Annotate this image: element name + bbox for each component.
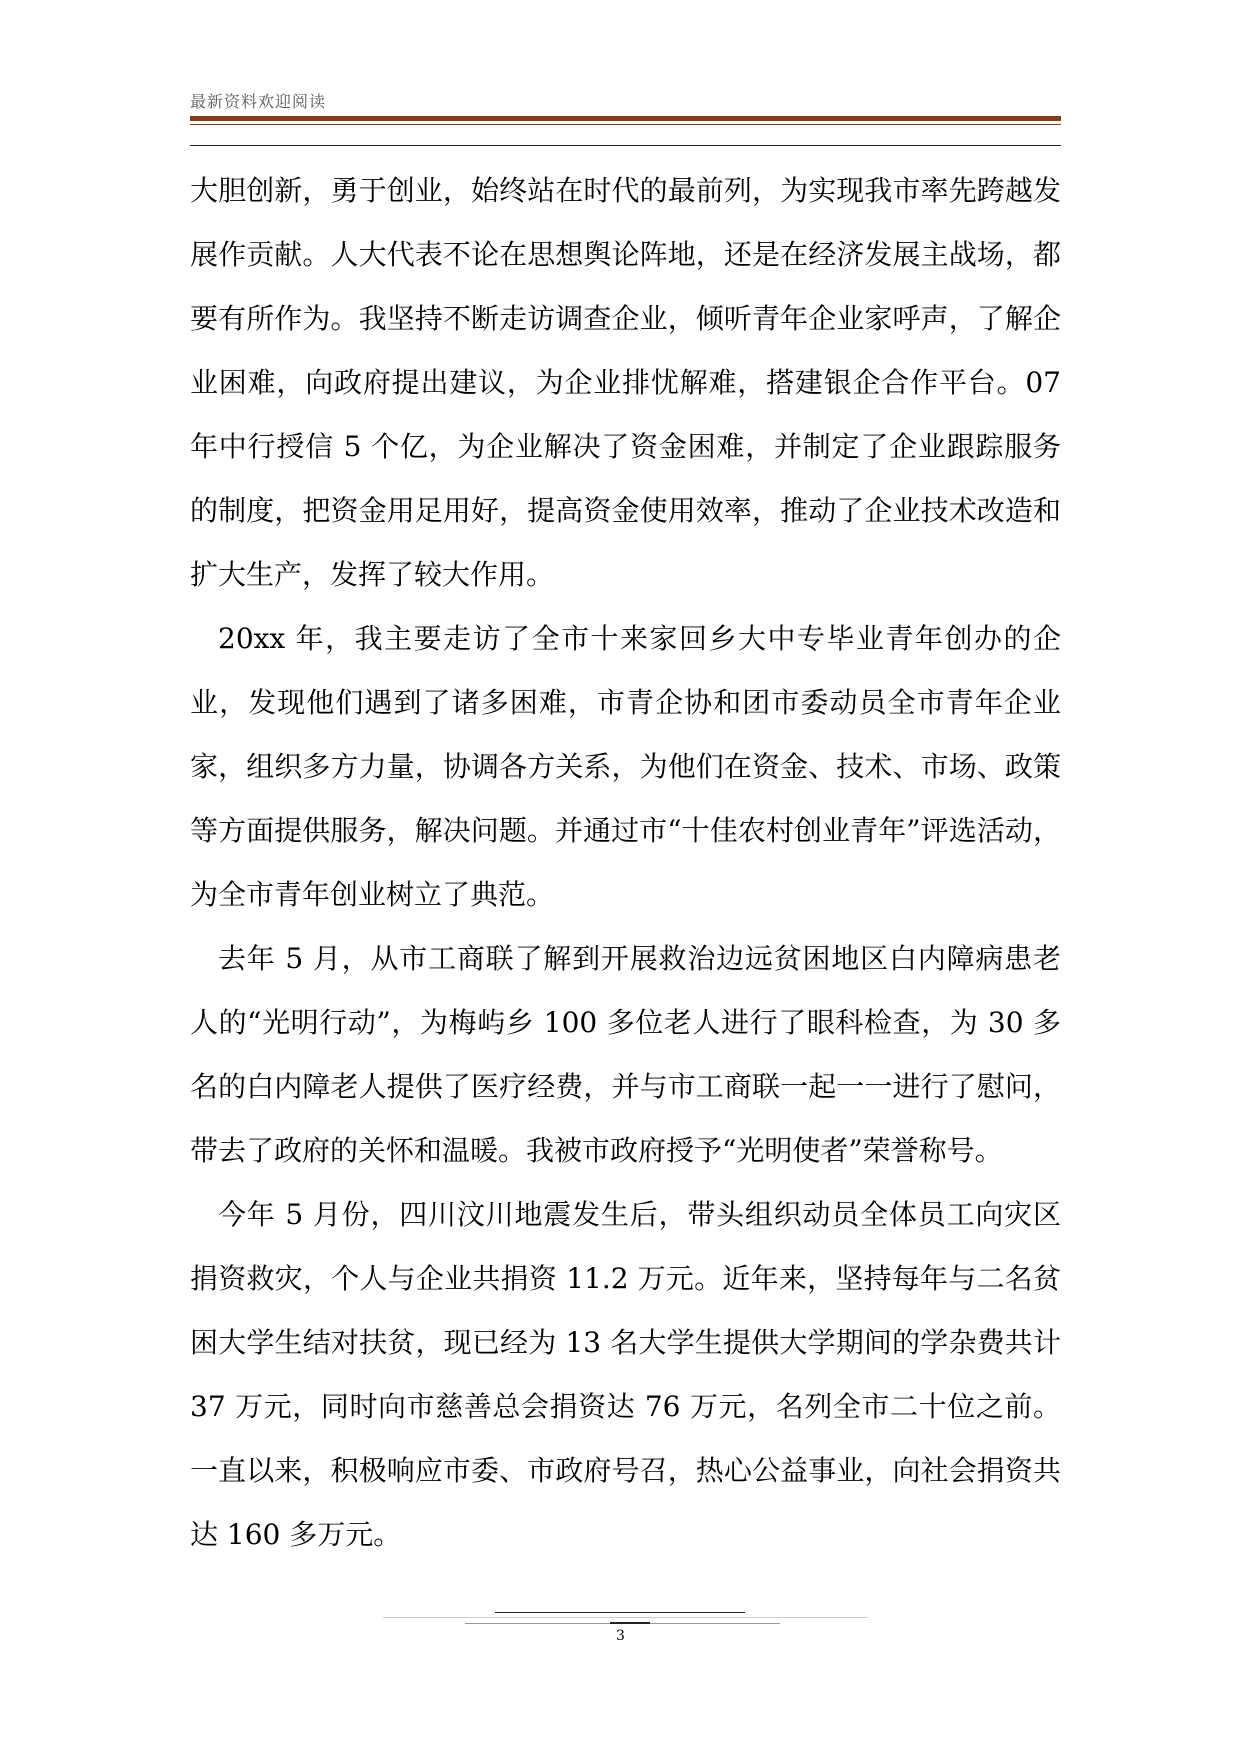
paragraph-2: 20xx 年，我主要走访了全市十来家回乡大中专毕业青年创办的企业，发现他们遇到了诸多困难，市青企协和团市委动员全市青年企业家，组织多方力量，协调各方关系，为他们在资金、技术、市场、政策等方面提供服务，解决问题。并通过市“十佳农村创业青年”评选活动，为全市青年创业树立了典范。 <box>190 622 1061 911</box>
document-body <box>190 159 1061 1567</box>
page-number: 3 <box>616 1628 625 1644</box>
paragraph-1: 大胆创新，勇于创业，始终站在时代的最前列，为实现我市率先跨越发展作贡献。人大代表不论在思想舆论阵地，还是在经济发展主战场，都要有所作为。我坚持不断走访调查企业，倾听青年企业家呼声，了解企业困难，向政府提出建议，为企业排忧解难，搭建银企合作平台。07 年中行授信 5 个亿，为企业解决了资金困难，并制定了企业跟踪服务的制度，把资金用足用好，提高资金使用效率，推动了企业技术改造和扩大生产，发挥了较大作用。 <box>190 174 1061 591</box>
header-rule-thin <box>190 124 1061 125</box>
footer-rule-middle <box>383 1617 868 1618</box>
paragraph-3: 去年 5 月，从市工商联了解到开展救治边远贫困地区白内障病患老人的“光明行动”，为梅屿乡 100 多位老人进行了眼科检查，为 30 多名的白内障老人提供了医疗经费，并与市工商联一起一一进行了慰问，带去了政府的关怀和温暖。我被市政府授予“光明使者”荣誉称号。 <box>190 942 1061 1167</box>
header-rule-bottom <box>190 145 1061 146</box>
footer-mark <box>610 1622 650 1624</box>
header-rule-thick <box>190 116 1061 121</box>
header-title: 最新资料欢迎阅读 <box>190 92 327 111</box>
paragraph-4: 今年 5 月份，四川汶川地震发生后，带头组织动员全体员工向灾区捐资救灾，个人与企业共捐资 11.2 万元。近年来，坚持每年与二名贫困大学生结对扶贫，现已经为 13 名大学生提供大学期间的学杂费共计 37 万元，同时向市慈善总会捐资达 76 万元，名列全市二十位之前。一直以来，积极响应市委、市政府号召，热心公益事业，向社会捐资共达 160 多万元。 <box>190 1198 1061 1551</box>
footer-rule-top <box>495 1612 745 1613</box>
